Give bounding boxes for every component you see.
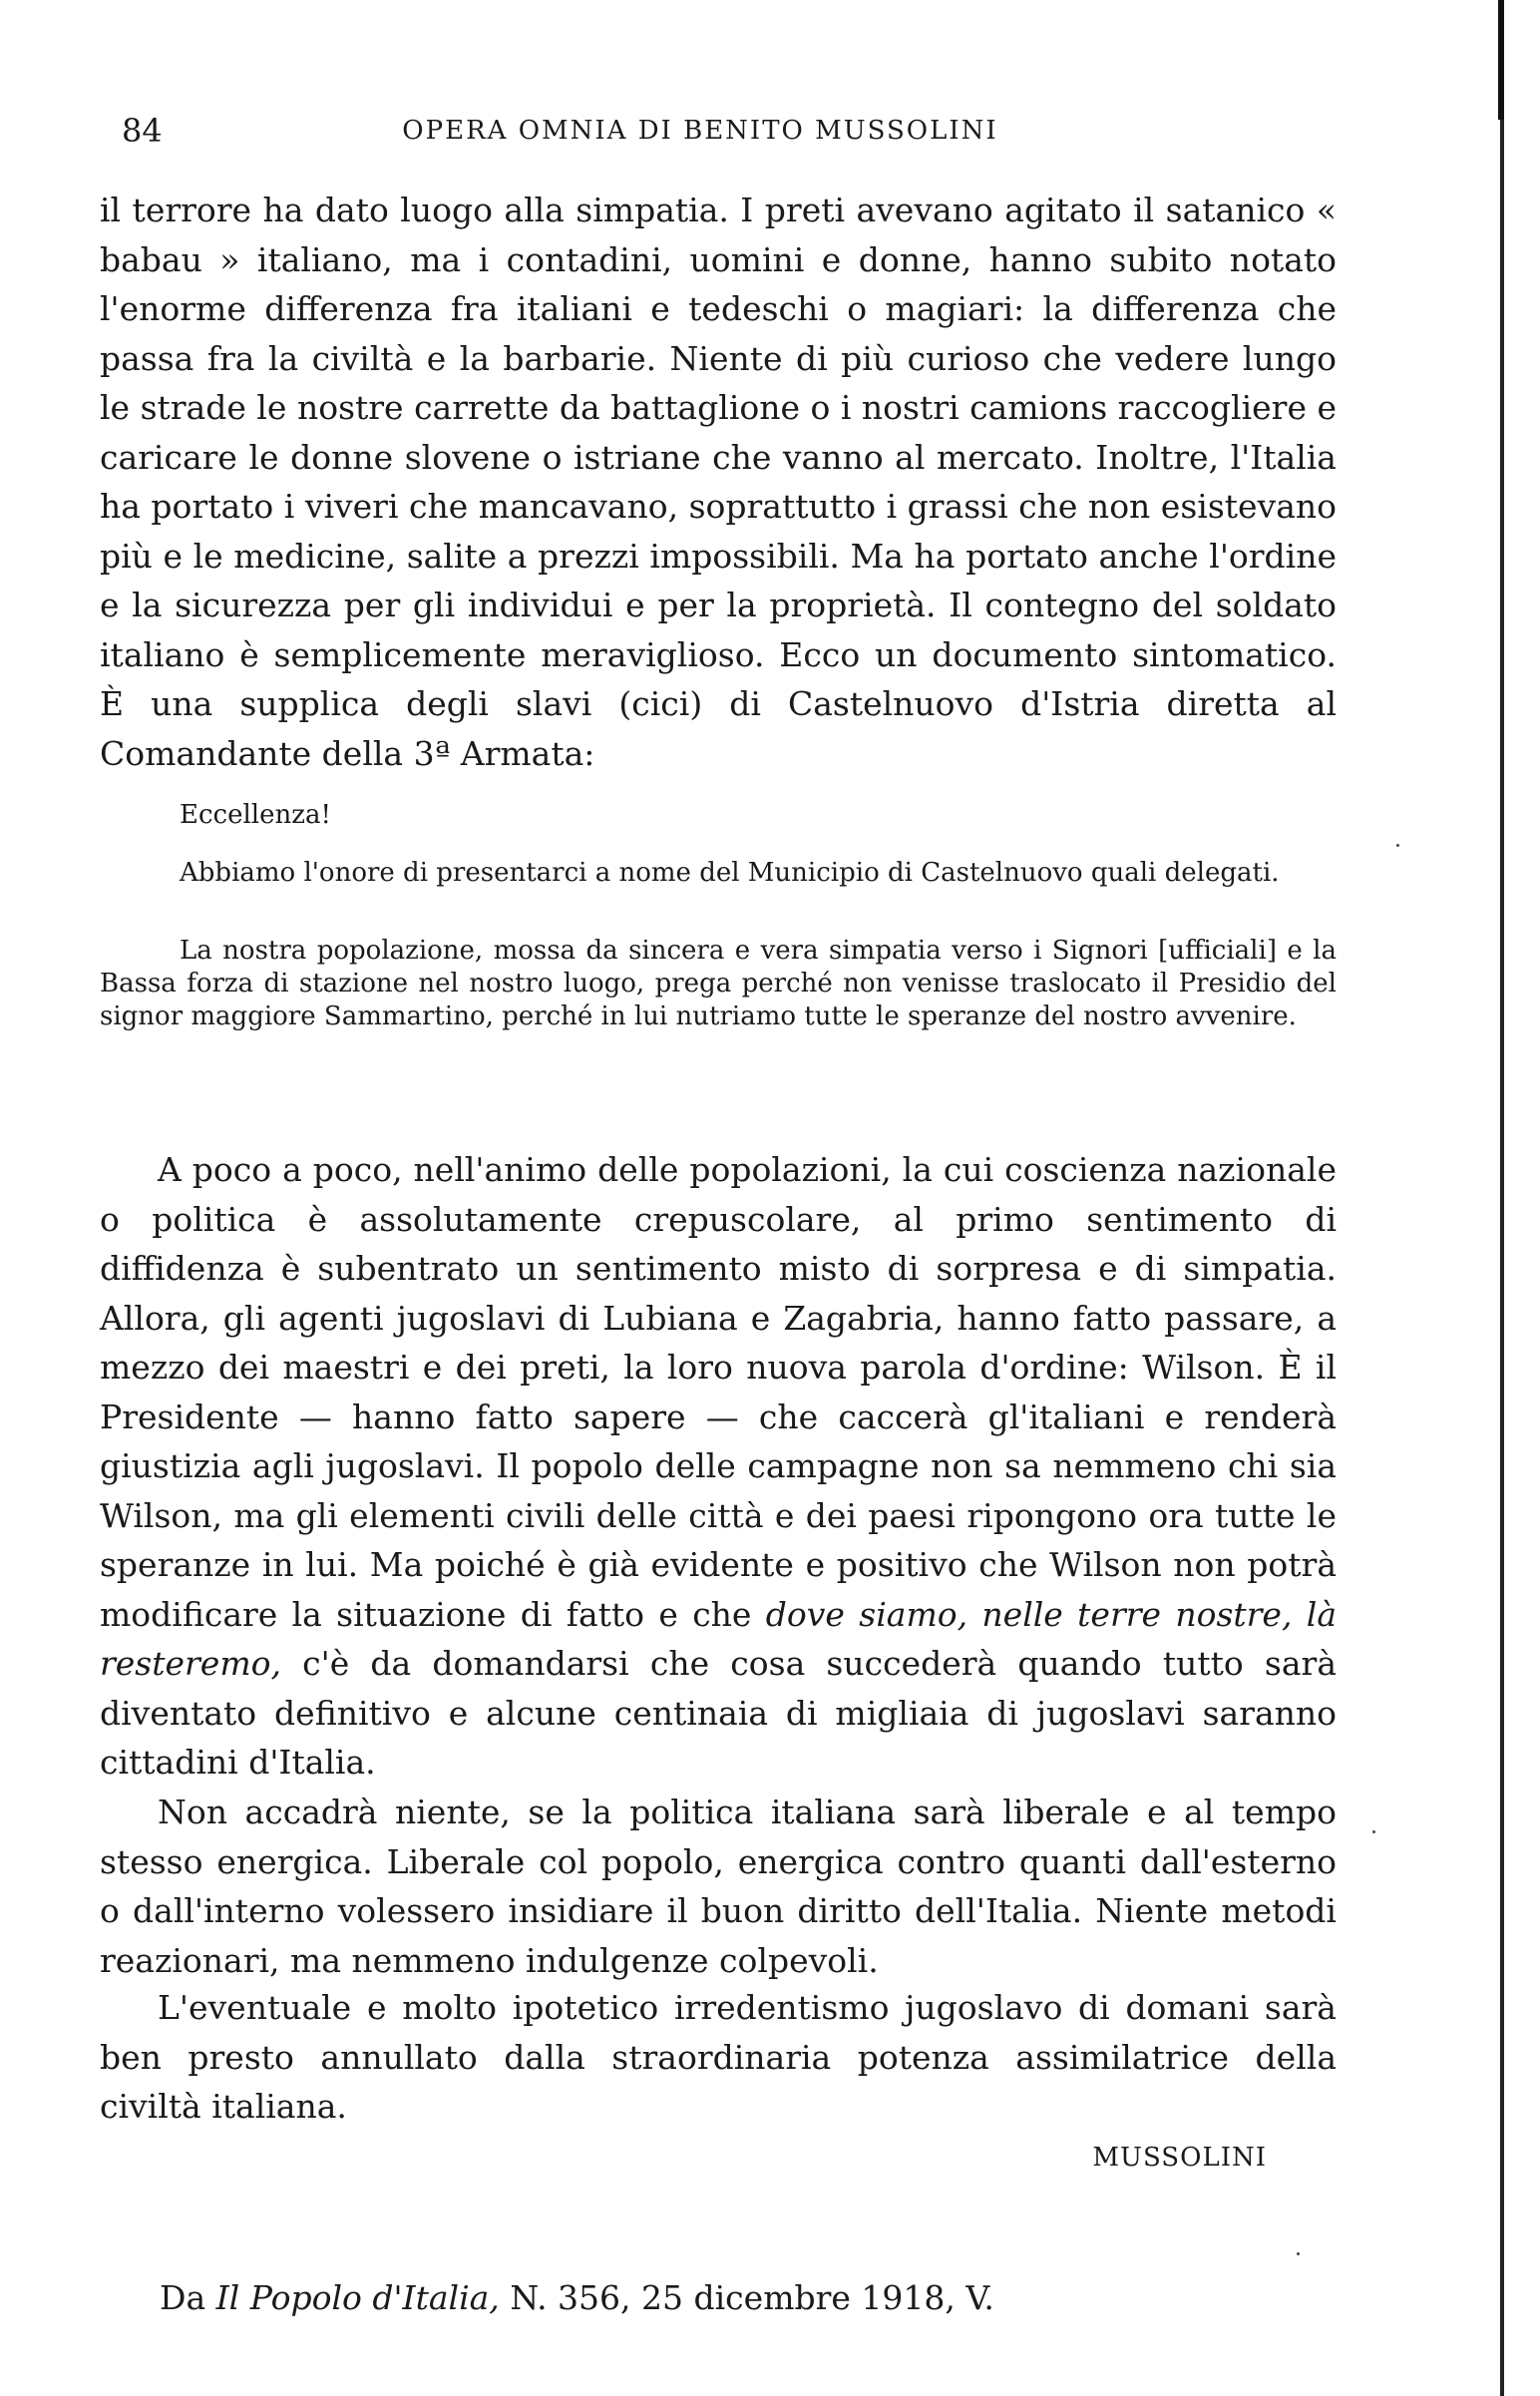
scan-edge-top: [1498, 0, 1504, 120]
signature: MUSSOLINI: [1092, 2143, 1267, 2173]
letter-paragraph-2: La nostra popolazione, mossa da sincera e vera simpatia verso i Signori [ufficiali] e la Bassa forza di stazione nel nostro luogo, prega perché non venisse traslocato il Presidio del signor maggiore Sammartino, perché in lui nutriamo tutte le speranze del nostro avvenire.: [100, 936, 1337, 1031]
letter-paragraph-1: Abbiamo l'onore di presentarci a nome del Municipio di Castelnuovo quali delegati.: [180, 858, 1280, 888]
paragraph-1: il terrore ha dato luogo alla simpatia. I preti avevano agitato il satanico « babau » italiano, ma i contadini, uomini e donne, hanno subito notato l'enorme differenza fra italiani e tedeschi o magiari: la differenza che passa fra la civiltà e la barbarie. Niente di più curioso che vedere lungo le strade le nostre carrette da battaglione o i nostri camions raccogliere e caricare le donne slovene o istriane che vanno al mercato. Inoltre, l'Italia ha portato i viveri che mancavano, soprattutto i grassi che non esistevano più e le medicine, salite a prezzi impossibili. Ma ha portato anche l'ordine e la sicurezza per gli individui e per la proprietà. Il contegno del soldato italiano è semplicemente meraviglioso. Ecco un documento sintomatico. È una supplica degli slavi (cici) di Castelnuovo d'Istria diretta al Comandante della 3ª Armata:: [100, 191, 1337, 773]
paragraph-2-text-a: A poco a poco, nell'animo delle popolazioni, la cui coscienza nazionale o politica è assolutamente crepuscolare, al primo sentimento di diffidenza è subentrato un sentimento misto di sorpresa e di simpatia. Allora, gli agenti jugoslavi di Lubiana e Zagabria, hanno fatto passare, a mezzo dei maestri e dei preti, la loro nuova parola d'ordine: Wilson. È il Presidente — hanno fatto sapere — che caccerà gl'italiani e renderà giustizia agli jugoslavi. Il popolo delle campagne non sa nemmeno chi sia Wilson, ma gli elementi civili delle città e dei paesi ripongono ora tutte le speranze in lui. Ma poiché è già evidente e positivo che Wilson non potrà modificare la situazione di fatto e che: [100, 1150, 1337, 1634]
scan-speck: [1297, 2252, 1300, 2255]
source-prefix: Da: [160, 2278, 206, 2317]
paragraph-2: [100, 1145, 1337, 1788]
letter-salutation: Eccellenza!: [180, 800, 331, 830]
source-title: Il Popolo d'Italia,: [215, 2278, 500, 2317]
paragraph-2-text-b: c'è da domandarsi che cosa succederà quando tutto sarà diventato definitivo e alcune centinaia di migliaia di jugoslavi saranno cittadini d'Italia.: [100, 1644, 1337, 1782]
running-head: OPERA OMNIA DI BENITO MUSSOLINI: [402, 116, 998, 146]
scan-speck: [1396, 844, 1399, 847]
paragraph-4: L'eventuale e molto ipotetico irredentismo jugoslavo di domani sarà ben presto annullato dalla straordinaria potenza assimilatrice della civiltà italiana.: [100, 1988, 1337, 2126]
page-header: [122, 112, 1279, 162]
page-number: 84: [122, 112, 163, 150]
paragraph-2-italic: dove siamo, nelle terre nostre, là resteremo,: [100, 1594, 1337, 1683]
paragraph-3: Non accadrà niente, se la politica italiana sarà liberale e al tempo stesso energica. Liberale col popolo, energica contro quanti dall'esterno o dall'interno volessero insidiare il buon diritto dell'Italia. Niente metodi reazionari, ma nemmeno indulgenze colpevoli.: [100, 1793, 1337, 1980]
source-details: N. 356, 25 dicembre 1918, V.: [510, 2278, 994, 2317]
source-citation: [160, 2278, 994, 2317]
scan-speck: [1372, 1830, 1375, 1833]
scan-edge: [1500, 120, 1504, 2396]
